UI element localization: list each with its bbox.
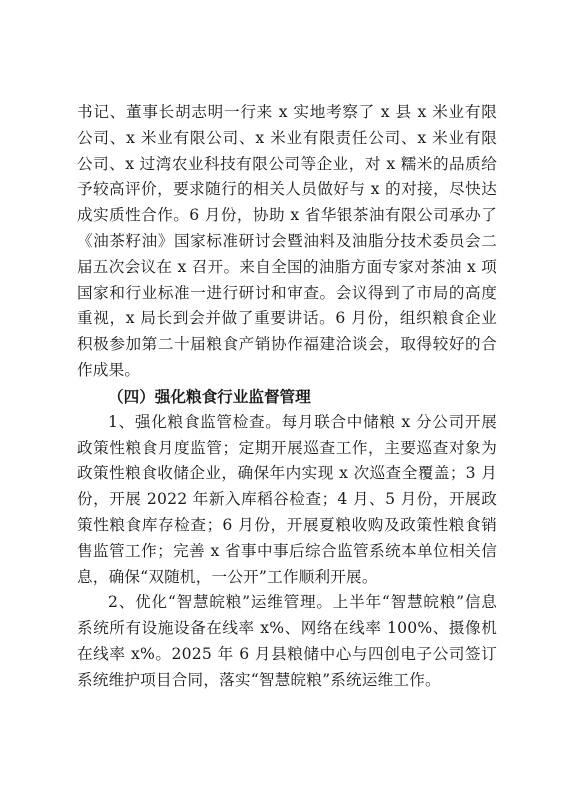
list-item: 1、强化粮食监管检查。每月联合中储粮 x 分公司开展政策性粮食月度监管；定期开展巡查工作，主要巡查对象为政策性粮食收储企业，确保年内实现 x 次巡查全覆盖；3 月份，开展 2022 年新入库稻谷检查；4 月、5 月份，开展政策性粮食库存检查；6 月份，开展夏粮收购及政策性粮食销售监管工作；完善 x 省事中事后综合监管系统本单位相关信息，确保“双随机，一公开”工作顺利开展。 — [77, 412, 497, 586]
list-item: 2、优化“智慧皖粮”运维管理。上半年“智慧皖粮”信息系统所有设施设备在线率 x%、网络在线率 100%、摄像机在线率 x%。2025 年 6 月县粮储中心与四创电子公司签订系统维护项目合同，落实“智慧皖粮”系统运维工作。 — [77, 593, 497, 689]
document-body — [77, 100, 497, 694]
section-heading: （四）强化粮食行业监督管理 — [108, 387, 311, 406]
body-paragraph: 书记、董事长胡志明一行来 x 实地考察了 x 县 x 米业有限公司、x 米业有限公司、x 米业有限责任公司、x 米业有限公司、x 过湾农业科技有限公司等企业，对 x 糯米的品质给予较高评价，要求随行的相关人员做好与 x 的对接，尽快达成实质性合作。6 月份，协助 x 省华银茶油有限公司承办了《油茶籽油》国家标准研讨会暨油料及油脂分技术委员会二届五次会议在 x 召开。来自全国的油脂方面专家对茶油 x 项国家和行业标准一进行研讨和审查。会议得到了市局的高度重视，x 局长到会并做了重要讲话。6 月份，组织粮食企业积极参加第二十届粮食产销协作福建洽谈会，取得较好的合作成果。 — [77, 103, 497, 379]
